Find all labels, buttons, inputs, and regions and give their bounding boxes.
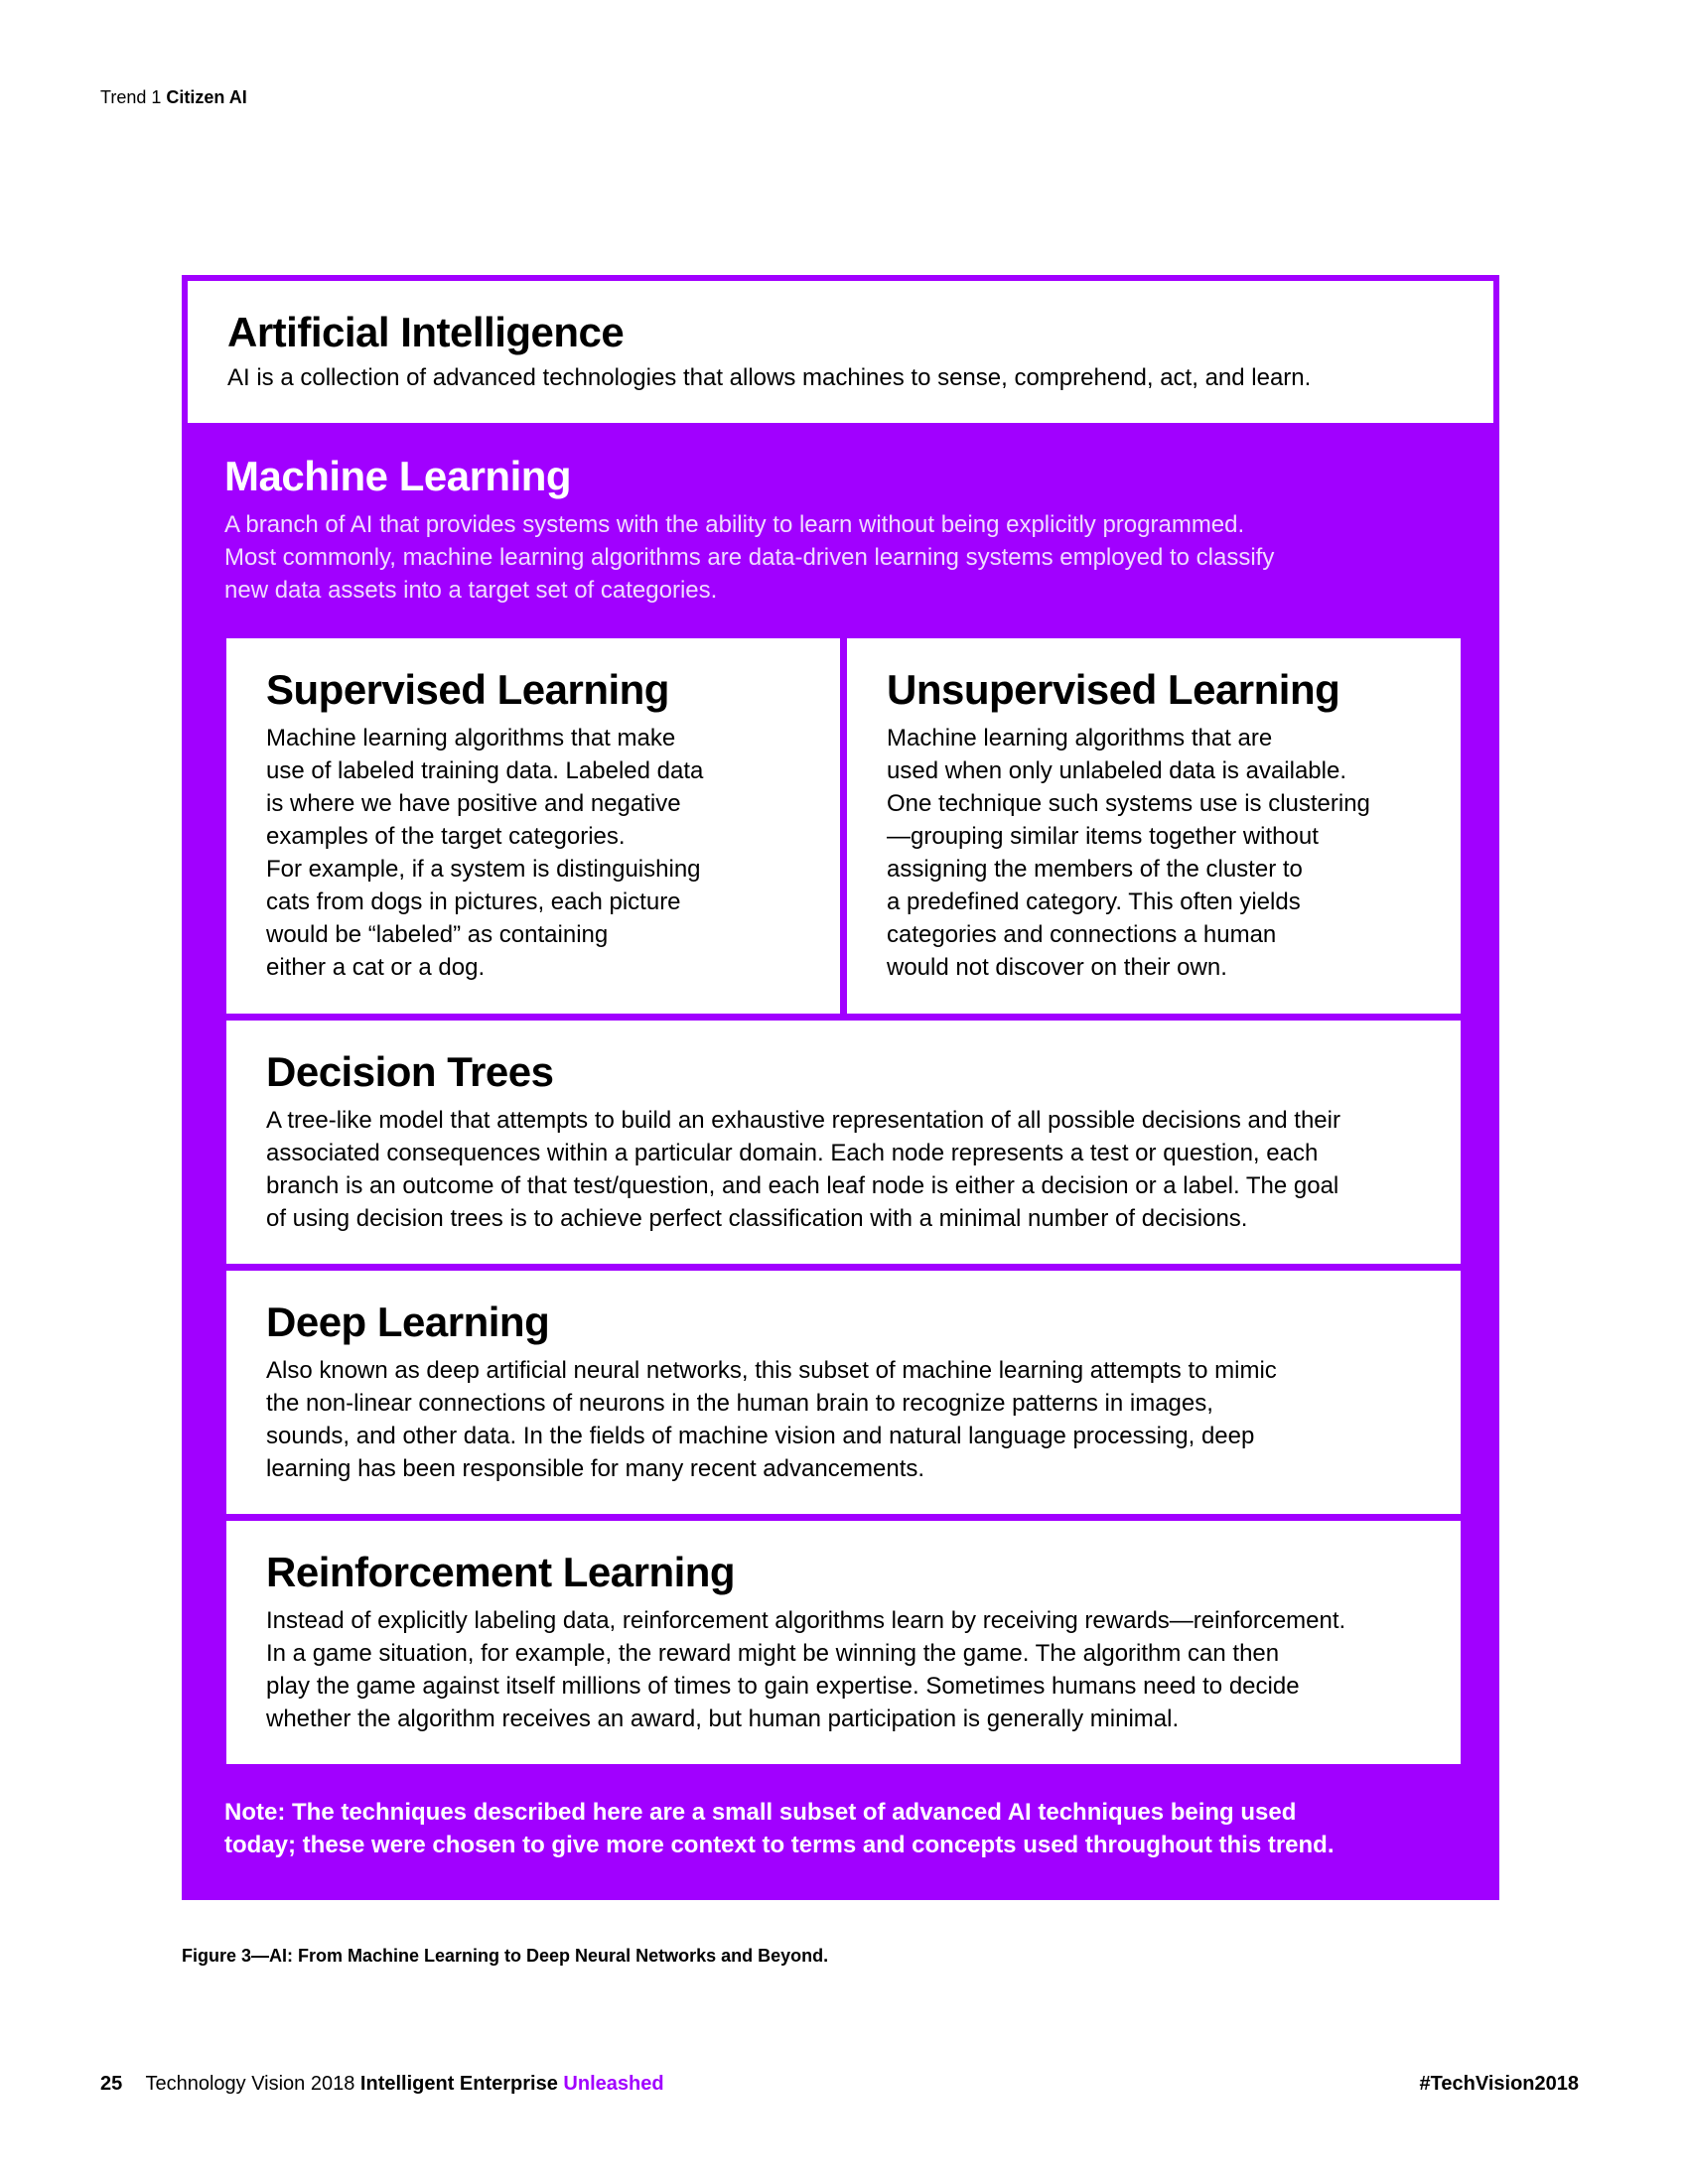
description-line: Also known as deep artificial neural networks, this subset of machine learning attempts to mimic	[266, 1357, 1277, 1384]
description-line: For example, if a system is distinguishing	[266, 856, 701, 883]
unsupervised-description	[887, 722, 1431, 984]
ai-description: AI is a collection of advanced technologies that allows machines to sense, comprehend, act, and learn.	[227, 364, 1312, 391]
description-line: Machine learning algorithms that are	[887, 725, 1273, 751]
ml-description-line: A branch of AI that provides systems with the ability to learn without being explicitly programmed.	[224, 511, 1245, 538]
description-line: would be “labeled” as containing	[266, 921, 609, 948]
description-line: One technique such systems use is clustering	[887, 790, 1370, 817]
description-line: use of labeled training data. Labeled data	[266, 757, 704, 784]
description-line: Instead of explicitly labeling data, reinforcement algorithms learn by receiving rewards—reinforcement.	[266, 1607, 1346, 1634]
ml-description-line: Most commonly, machine learning algorithms are data-driven learning systems employed to classify	[224, 544, 1275, 571]
description-line: assigning the members of the cluster to	[887, 856, 1303, 883]
hashtag: #TechVision2018	[1419, 2073, 1579, 2095]
trend-number: Trend 1	[100, 87, 162, 107]
description-line: used when only unlabeled data is available.	[887, 757, 1346, 784]
ai-box	[188, 281, 1493, 423]
description-line: branch is an outcome of that test/question, and each leaf node is either a decision or a label. The goal	[266, 1172, 1339, 1199]
decision-trees-title: Decision Trees	[266, 1048, 554, 1095]
description-line: is where we have positive and negative	[266, 790, 681, 817]
description-line: the non-linear connections of neurons in the human brain to recognize patterns in images,	[266, 1390, 1213, 1417]
reinforcement-description	[266, 1604, 1431, 1735]
description-line: categories and connections a human	[887, 921, 1277, 948]
unsupervised-title: Unsupervised Learning	[887, 666, 1340, 713]
description-line: play the game against itself millions of times to gain expertise. Sometimes humans need to decide	[266, 1673, 1300, 1700]
note-line: Note: The techniques described here are a small subset of advanced AI techniques being used	[224, 1799, 1297, 1826]
deep-learning-title: Deep Learning	[266, 1298, 550, 1345]
decision-trees-description	[266, 1104, 1431, 1235]
description-line: either a cat or a dog.	[266, 954, 486, 981]
ai-figure	[182, 275, 1499, 1900]
description-line: Machine learning algorithms that make	[266, 725, 676, 751]
ml-description-line: new data assets into a target set of categories.	[224, 577, 718, 604]
deep-learning-card	[226, 1271, 1461, 1514]
reinforcement-title: Reinforcement Learning	[266, 1549, 736, 1595]
trend-name: Citizen AI	[166, 87, 247, 107]
publication-name: Technology Vision 2018	[145, 2073, 355, 2095]
ml-description	[224, 508, 1437, 607]
figure-note	[224, 1796, 1437, 1861]
publication-title-accent: Unleashed	[563, 2073, 664, 2095]
page-footer	[100, 2073, 1579, 2103]
machine-learning-section	[224, 451, 1437, 607]
description-line: —grouping similar items together without	[887, 823, 1319, 850]
unsupervised-learning-card	[847, 638, 1461, 1014]
ai-title: Artificial Intelligence	[227, 309, 625, 355]
description-line: sounds, and other data. In the fields of machine vision and natural language processing, deep	[266, 1423, 1255, 1449]
supervised-title: Supervised Learning	[266, 666, 669, 713]
figure-caption: Figure 3—AI: From Machine Learning to Deep Neural Networks and Beyond.	[182, 1946, 829, 1966]
description-line: whether the algorithm receives an award, but human participation is generally minimal.	[266, 1706, 1180, 1732]
description-line: a predefined category. This often yields	[887, 888, 1301, 915]
deep-learning-description	[266, 1354, 1431, 1485]
ml-title: Machine Learning	[224, 453, 572, 499]
description-line: cats from dogs in pictures, each picture	[266, 888, 681, 915]
description-line: learning has been responsible for many recent advancements.	[266, 1455, 925, 1482]
decision-trees-card	[226, 1021, 1461, 1264]
description-line: In a game situation, for example, the reward might be winning the game. The algorithm can then	[266, 1640, 1280, 1667]
note-line: today; these were chosen to give more context to terms and concepts used throughout this trend.	[224, 1832, 1335, 1858]
supervised-learning-card	[226, 638, 840, 1014]
description-line: associated consequences within a particular domain. Each node represents a test or question, each	[266, 1140, 1319, 1166]
description-line: would not discover on their own.	[887, 954, 1227, 981]
publication-title: Intelligent Enterprise	[359, 2073, 558, 2095]
page-number: 25	[100, 2073, 123, 2095]
running-head	[100, 87, 247, 108]
supervised-description	[266, 722, 810, 984]
reinforcement-learning-card	[226, 1521, 1461, 1764]
description-line: of using decision trees is to achieve perfect classification with a minimal number of decisions.	[266, 1205, 1248, 1232]
description-line: A tree-like model that attempts to build an exhaustive representation of all possible decisions and their	[266, 1107, 1340, 1134]
description-line: examples of the target categories.	[266, 823, 626, 850]
